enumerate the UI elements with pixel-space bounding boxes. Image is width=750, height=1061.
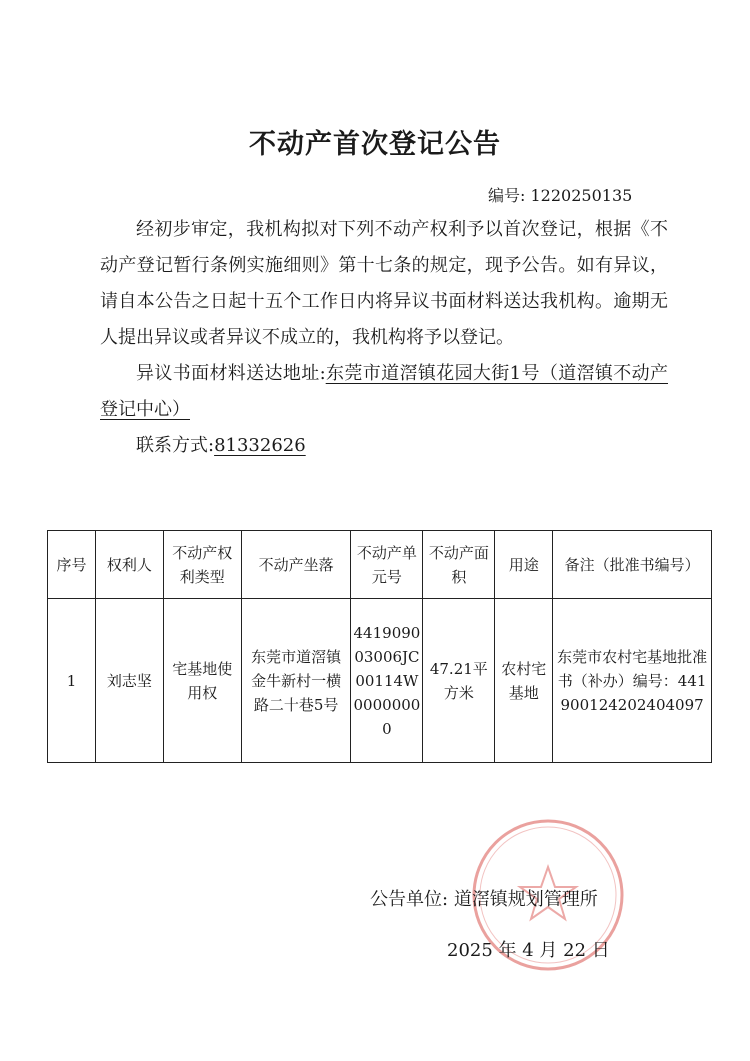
cell-holder: 刘志坚 [95,599,163,763]
header-usage: 用途 [495,531,553,599]
header-holder: 权利人 [95,531,163,599]
header-area: 不动产面积 [423,531,495,599]
header-note: 备注（批准书编号） [553,531,712,599]
page-title: 不动产首次登记公告 [249,129,501,160]
document-number-label: 编号: [488,186,526,205]
document-number [488,183,632,206]
cell-right-type: 宅基地使用权 [163,599,241,763]
header-unit-no: 不动产单元号 [351,531,423,599]
contact-value: 81332626 [214,435,306,456]
notice-body [100,212,668,464]
notice-date: 2025 年 4 月 22 日 [447,940,610,961]
cell-unit-no: 441909003006JC00114W00000000 [351,599,423,763]
header-location: 不动产坐落 [241,531,351,599]
notice-paragraph: 经初步审定，我机构拟对下列不动产权利予以首次登记，根据《不动产登记暂行条例实施细则》第十七条的规定，现予公告。如有异议，请自本公告之日起十五个工作日内将异议书面材料送达我机构。逾期无人提出异议或者异议不成立的，我机构将予以登记。 [100,219,668,348]
contact-label: 联系方式: [136,435,215,456]
objection-address [100,356,668,428]
document-number-value: 1220250135 [530,186,633,205]
issuing-unit [370,885,598,911]
registration-table [47,530,712,763]
cell-usage: 农村宅基地 [495,599,553,763]
cell-seq: 1 [48,599,96,763]
objection-address-value: 东莞市道滘镇花园大街1号（道滘镇不动产登记中心） [100,363,668,420]
contact-info [100,428,668,464]
table-row [48,599,712,763]
objection-address-label: 异议书面材料送达地址: [136,363,326,384]
issuing-unit-value: 道滘镇规划管理所 [453,889,598,910]
table-header-row [48,531,712,599]
header-right-type: 不动产权利类型 [163,531,241,599]
cell-note: 东莞市农村宅基地批准书（补办）编号：441900124202404097 [553,599,712,763]
cell-area: 47.21平方米 [423,599,495,763]
header-seq: 序号 [48,531,96,599]
cell-location: 东莞市道滘镇金牛新村一横路二十巷5号 [241,599,351,763]
issuing-unit-label: 公告单位: [370,889,449,910]
